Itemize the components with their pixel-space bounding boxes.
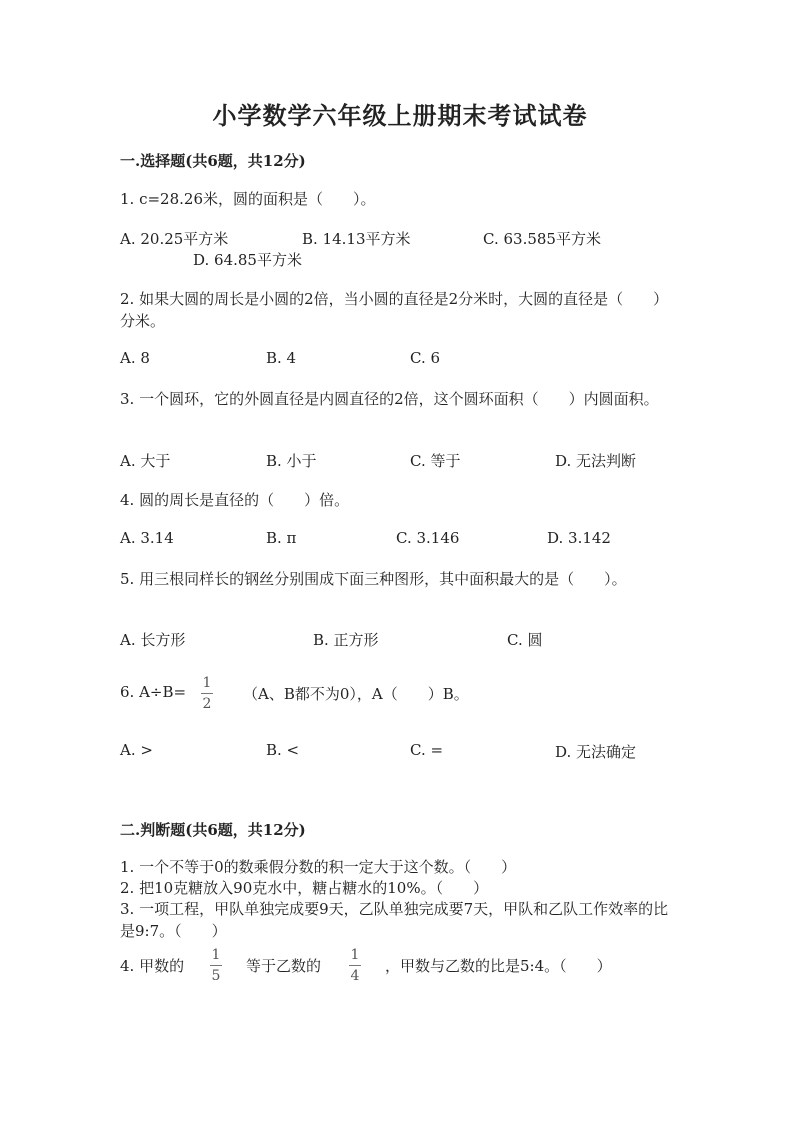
fraction-bar xyxy=(201,693,213,694)
judgement-2: 2. 把10克糖放入90克水中，糖占糖水的10%。（ ） xyxy=(120,879,489,897)
j4-fraction-1-numerator: 1 xyxy=(211,947,221,963)
q6-fraction xyxy=(201,675,213,712)
j4-fraction-1 xyxy=(210,947,222,984)
q2-option-b: B. 4 xyxy=(266,349,297,367)
question-1: 1. c=28.26米，圆的面积是（ ）。 xyxy=(120,190,376,208)
q3-option-c: C. 等于 xyxy=(410,452,461,470)
question-6-suffix: （A、B都不为0），A（ ）B。 xyxy=(243,685,469,703)
q6-fraction-numerator: 1 xyxy=(202,675,212,691)
question-5: 5. 用三根同样长的钢丝分别围成下面三种图形，其中面积最大的是（ ）。 xyxy=(120,570,627,588)
q1-option-b: B. 14.13平方米 xyxy=(302,230,411,248)
q1-option-a: A. 20.25平方米 xyxy=(120,230,229,248)
q6-option-a: A. > xyxy=(120,741,153,759)
question-6-prefix: 6. A÷B= xyxy=(120,683,187,701)
exam-title: 小学数学六年级上册期末考试试卷 xyxy=(212,101,588,130)
q6-option-b: B. < xyxy=(266,741,300,759)
judgement-3: 3. 一项工程，甲队单独完成要9天，乙队单独完成要7天，甲队和乙队工作效率的比是9:7。（ ） xyxy=(120,900,669,940)
q4-option-a: A. 3.14 xyxy=(120,529,174,547)
q4-option-c: C. 3.146 xyxy=(396,529,460,547)
q4-option-b: B. π xyxy=(266,529,297,547)
q3-option-a: A. 大于 xyxy=(120,452,171,470)
j4-fraction-1-denominator: 5 xyxy=(211,968,221,984)
q5-option-a: A. 长方形 xyxy=(120,631,186,649)
q5-option-c: C. 圆 xyxy=(507,631,543,649)
q1-option-c: C. 63.585平方米 xyxy=(483,230,601,248)
question-3: 3. 一个圆环，它的外圆直径是内圆直径的2倍，这个圆环面积（ ）内圆面积。 xyxy=(120,390,659,408)
q5-option-b: B. 正方形 xyxy=(313,631,379,649)
question-4: 4. 圆的周长是直径的（ ）倍。 xyxy=(120,491,350,509)
j4-fraction-2-numerator: 1 xyxy=(350,947,360,963)
j4-fraction-2 xyxy=(349,947,361,984)
q4-option-d: D. 3.142 xyxy=(547,529,611,547)
section-heading-judgement: 二.判断题(共6题，共12分) xyxy=(120,821,306,839)
judgement-4-suffix: ，甲数与乙数的比是5:4。（ ） xyxy=(385,957,612,975)
q2-option-a: A. 8 xyxy=(120,349,150,367)
q6-option-d: D. 无法确定 xyxy=(555,743,637,761)
judgement-4-prefix: 4. 甲数的 xyxy=(120,957,185,975)
q2-option-c: C. 6 xyxy=(410,349,441,367)
section-heading-choice: 一.选择题(共6题，共12分) xyxy=(120,152,306,170)
judgement-4-middle: 等于乙数的 xyxy=(246,957,322,975)
q6-option-c: C. = xyxy=(410,741,444,759)
q3-option-d: D. 无法判断 xyxy=(555,452,637,470)
q1-option-d: D. 64.85平方米 xyxy=(193,251,302,269)
q6-fraction-denominator: 2 xyxy=(202,696,212,712)
question-2: 2. 如果大圆的周长是小圆的2倍，当小圆的直径是2分米时，大圆的直径是（ ）分米。 xyxy=(120,290,669,330)
j4-fraction-2-denominator: 4 xyxy=(350,968,360,984)
judgement-1: 1. 一个不等于0的数乘假分数的积一定大于这个数。（ ） xyxy=(120,858,517,876)
q3-option-b: B. 小于 xyxy=(266,452,317,470)
fraction-bar xyxy=(349,965,361,966)
fraction-bar xyxy=(210,965,222,966)
